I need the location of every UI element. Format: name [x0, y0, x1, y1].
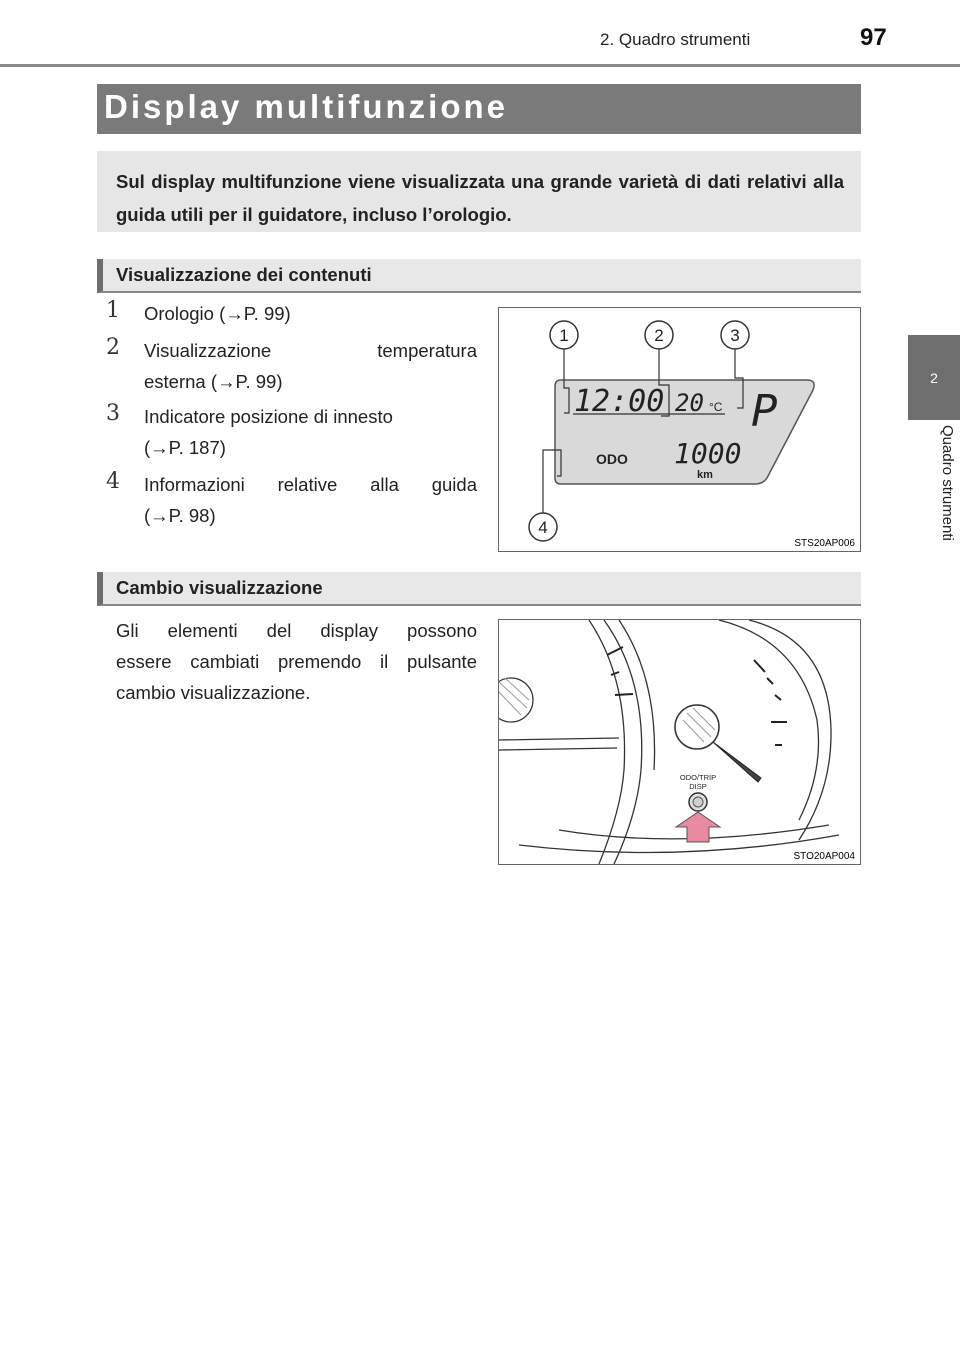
section2-body [116, 615, 477, 708]
odometer-readout: 1000 [674, 437, 742, 470]
gauge-needle [713, 742, 761, 782]
item-4-line1: Informazioni relative alla guida [144, 474, 477, 495]
svg-text:4: 4 [538, 518, 548, 537]
item-2-line2: esterna (→P. 99) [144, 371, 283, 392]
callout-4 [529, 513, 557, 541]
cluster-outline [499, 620, 839, 864]
display-illustration [499, 308, 860, 551]
item-marker-1: 1 [106, 298, 120, 323]
item-2-line1: Visualizzazione temperatura [144, 340, 477, 361]
figure-display-change-button [498, 619, 861, 865]
item-4-line2: (→P. 98) [144, 505, 216, 526]
odometer-unit: km [697, 469, 713, 481]
intro-text: Sul display multifunzione viene visualizzata una grande varietà di dati relativi alla guida utili per il guidatore, incluso l’orologio. [116, 171, 844, 225]
section2-body-line1: Gli elementi del display possono [116, 620, 477, 641]
item-1-text [144, 298, 477, 329]
clock-readout: 12:00 [574, 384, 665, 419]
running-header-section: 2. Quadro strumenti [600, 30, 751, 49]
item-3-line1: Indicatore posizione di innesto [144, 406, 393, 427]
trip-reset-knob [675, 705, 719, 749]
gear-position-readout: P [751, 386, 778, 437]
temperature-unit: °C [709, 400, 723, 414]
section2-body-line3: cambio visualizzazione. [116, 682, 311, 703]
svg-text:3: 3 [730, 326, 740, 345]
page-title: Display multifunzione [104, 88, 509, 125]
item-marker-3: 3 [106, 401, 120, 426]
callout-3 [721, 321, 749, 349]
odo-trip-disp-button [689, 793, 707, 811]
section-heading-change-display: Cambio visualizzazione [116, 577, 323, 598]
item-marker-4: 4 [106, 469, 120, 494]
svg-text:1: 1 [559, 326, 569, 345]
figure-display-contents [498, 307, 861, 552]
item-1-line: Orologio (→P. 99) [144, 303, 291, 324]
header-divider [0, 64, 960, 67]
callout-1 [550, 321, 578, 349]
item-2-text [144, 335, 477, 397]
item-3-text [144, 401, 477, 463]
callout-2 [645, 321, 673, 349]
left-dial [499, 678, 533, 722]
chapter-tab-label: Quadro strumenti [939, 425, 956, 541]
figure-code: STO20AP004 [793, 851, 855, 862]
item-3-line2: (→P. 187) [144, 437, 226, 458]
cluster-illustration [499, 620, 860, 864]
odo-label: ODO [596, 451, 628, 467]
page-number: 97 [860, 24, 887, 51]
chapter-tab [908, 335, 960, 420]
chapter-number: 2 [930, 369, 938, 386]
button-label-odo-trip: ODO/TRIP [679, 773, 717, 782]
section-heading-contents: Visualizzazione dei contenuti [116, 264, 372, 285]
item-marker-2: 2 [106, 335, 120, 360]
figure-code: STS20AP006 [794, 538, 855, 549]
button-label-disp: DISP [689, 782, 707, 791]
temperature-readout: 20 [675, 389, 704, 417]
item-4-text [144, 469, 477, 531]
section2-body-line2: essere cambiati premendo il pulsante [116, 651, 477, 672]
svg-text:2: 2 [654, 326, 664, 345]
